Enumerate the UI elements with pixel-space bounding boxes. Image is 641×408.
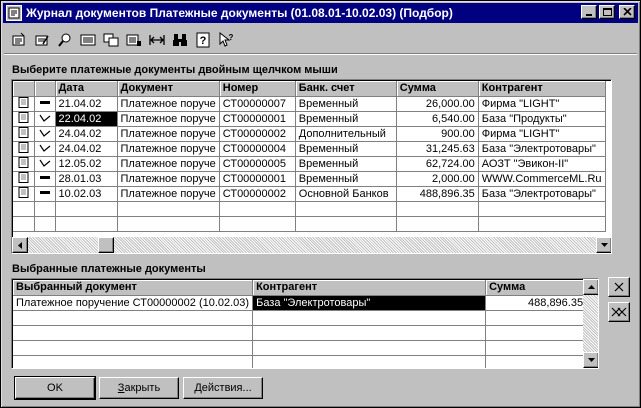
- cell-date: 22.04.02: [55, 111, 117, 126]
- table-row[interactable]: [13, 171, 605, 186]
- cell-sel-sum: 488,896.35: [486, 295, 587, 310]
- cell-mark: [13, 111, 34, 126]
- window-title: Журнал документов Платежные документы (01.08.01-10.02.03) (Подбор): [26, 6, 453, 20]
- binoculars-icon: [172, 32, 188, 48]
- cell-account: [295, 201, 396, 216]
- cell-date: 12.05.02: [55, 156, 117, 171]
- cell-document: Платежное поруче: [117, 126, 219, 141]
- cell-number: СТ00000004: [219, 141, 295, 156]
- table-row[interactable]: [13, 355, 587, 369]
- cell-sum: 6,540.00: [396, 111, 478, 126]
- document-icon: [18, 112, 29, 123]
- minimize-icon: [585, 8, 594, 16]
- table-row[interactable]: [13, 201, 605, 216]
- cell-sum: 62,724.00: [396, 156, 478, 171]
- cell-account: Временный: [295, 96, 396, 111]
- cell-date: [55, 201, 117, 216]
- close-icon: [623, 8, 632, 16]
- cell-document: Платежное поруче: [117, 186, 219, 201]
- ok-button[interactable]: OK: [15, 377, 95, 399]
- cell-status: [34, 141, 55, 156]
- cell-contractor: [478, 201, 605, 216]
- cell-contractor: АОЗТ "Эвикон-II": [478, 156, 605, 171]
- range-icon: [149, 32, 165, 48]
- col-selected-doc[interactable]: Выбранный документ: [13, 280, 253, 295]
- range-button[interactable]: [147, 30, 167, 50]
- svg-text:?: ?: [228, 33, 234, 42]
- cell-document: Платежное поруче: [117, 96, 219, 111]
- double-cross-icon: [611, 307, 627, 317]
- posted-check-icon: [38, 142, 52, 153]
- arrow-down-icon: [588, 358, 595, 362]
- top-hscroll-thumb[interactable]: [98, 237, 114, 253]
- cell-status: [34, 96, 55, 111]
- edit-doc-icon: [34, 32, 50, 48]
- minimize-button[interactable]: [581, 5, 597, 19]
- bottom-scroll-up-button[interactable]: [583, 279, 599, 295]
- close-button-label-rest: акрыть: [124, 382, 161, 394]
- cell-status: [34, 201, 55, 216]
- remove-all-button[interactable]: [608, 302, 630, 322]
- top-horizontal-scrollbar[interactable]: [28, 237, 596, 253]
- toolbar-separator: [4, 53, 637, 55]
- table-row[interactable]: [13, 111, 605, 126]
- cell-selected-doc: [13, 310, 253, 325]
- document-icon: [18, 142, 29, 153]
- table-row[interactable]: [13, 96, 605, 111]
- cell-contractor: База "Электротовары": [478, 141, 605, 156]
- cell-mark: [13, 171, 34, 186]
- cell-account: Временный: [295, 171, 396, 186]
- cell-sel-sum: [486, 325, 587, 340]
- edit-doc-button[interactable]: [32, 30, 52, 50]
- payment-docs-table: [13, 81, 606, 232]
- cell-selected-doc: [13, 340, 253, 355]
- cell-selected-doc: Платежное поручение СТ00000002 (10.02.03): [13, 295, 253, 310]
- cell-sel-contractor: [253, 310, 486, 325]
- cell-contractor: Фирма "LIGHT": [478, 126, 605, 141]
- cell-number: СТ00000001: [219, 171, 295, 186]
- cell-number: СТ00000002: [219, 186, 295, 201]
- cell-document: Платежное поруче: [117, 141, 219, 156]
- cell-sel-contractor: [253, 355, 486, 369]
- table-row[interactable]: [13, 141, 605, 156]
- close-window-button[interactable]: [619, 5, 635, 19]
- unposted-dash-icon: [38, 97, 52, 108]
- document-icon: [18, 172, 29, 183]
- table-row[interactable]: [13, 126, 605, 141]
- cell-date: [55, 216, 117, 231]
- cross-icon: [614, 282, 624, 292]
- cell-sum: 488,896.35: [396, 186, 478, 201]
- cell-mark: [13, 201, 34, 216]
- cell-date: 28.01.03: [55, 171, 117, 186]
- cell-mark: [13, 216, 34, 231]
- top-scroll-left-button[interactable]: [12, 237, 28, 253]
- cell-document: [117, 216, 219, 231]
- col-document[interactable]: Документ: [117, 81, 219, 96]
- cell-account: [295, 216, 396, 231]
- cell-number: СТ00000005: [219, 156, 295, 171]
- arrow-down-icon: [601, 243, 608, 247]
- top-scroll-down-button[interactable]: [596, 237, 612, 253]
- cell-selected-doc: [13, 355, 253, 369]
- cell-sel-sum: [486, 310, 587, 325]
- cell-selected-doc: [13, 325, 253, 340]
- find-icon: [57, 32, 73, 48]
- col-sel-contractor[interactable]: Контрагент: [253, 280, 486, 295]
- cell-account: Основной Банков: [295, 186, 396, 201]
- col-date[interactable]: Дата: [55, 81, 117, 96]
- toolbar: [9, 29, 236, 51]
- bottom-scroll-down-button[interactable]: [583, 352, 599, 368]
- cell-number: [219, 216, 295, 231]
- pointer-help-icon: [218, 32, 234, 48]
- col-sel-sum[interactable]: Сумма: [486, 280, 587, 295]
- binoculars-button[interactable]: [170, 30, 190, 50]
- cell-contractor: База "Электротовары": [478, 186, 605, 201]
- table-row[interactable]: [13, 310, 587, 325]
- remove-one-button[interactable]: [608, 277, 630, 297]
- cell-contractor: Фирма "LIGHT": [478, 96, 605, 111]
- new-doc-button[interactable]: [9, 30, 29, 50]
- cell-mark: [13, 186, 34, 201]
- document-icon: [18, 187, 29, 198]
- selected-docs-grid[interactable]: [11, 278, 599, 369]
- maximize-button[interactable]: [599, 5, 615, 19]
- cell-status: [34, 126, 55, 141]
- table-header: [13, 280, 587, 295]
- cell-mark: [13, 96, 34, 111]
- maximize-icon: [603, 8, 612, 16]
- cell-status: [34, 186, 55, 201]
- document-icon: [18, 157, 29, 168]
- unposted-dash-icon: [38, 172, 52, 183]
- cell-status: [34, 156, 55, 171]
- title-bar[interactable]: [3, 3, 638, 23]
- arrow-left-icon: [18, 242, 22, 249]
- posted-check-icon: [38, 112, 52, 123]
- col-account[interactable]: Банк. счет: [295, 81, 396, 96]
- bottom-vertical-scrollbar[interactable]: [583, 295, 599, 353]
- cell-account: Временный: [295, 111, 396, 126]
- help-icon: [195, 32, 211, 48]
- cell-document: [117, 201, 219, 216]
- cell-sel-contractor: [253, 340, 486, 355]
- cell-sel-contractor: База "Электротовары": [253, 295, 486, 310]
- document-icon: [18, 127, 29, 138]
- col-number[interactable]: Номер: [219, 81, 295, 96]
- cell-document: Платежное поруче: [117, 111, 219, 126]
- copy-icon: [103, 32, 119, 48]
- cell-number: СТ00000001: [219, 111, 295, 126]
- copy-button[interactable]: [101, 30, 121, 50]
- table-row[interactable]: [13, 325, 587, 340]
- posted-check-icon: [38, 157, 52, 168]
- top-group-label: Выберите платежные документы двойным щелчком мыши: [12, 64, 338, 76]
- cell-document: Платежное поруче: [117, 171, 219, 186]
- posted-check-icon: [38, 127, 52, 138]
- cell-date: 21.04.02: [55, 96, 117, 111]
- table-row[interactable]: [13, 340, 587, 355]
- cell-sum: [396, 201, 478, 216]
- view-icon: [80, 32, 96, 48]
- cell-status: [34, 216, 55, 231]
- cell-sel-sum: [486, 355, 587, 369]
- col-mark[interactable]: [13, 81, 34, 96]
- col-sum[interactable]: Сумма: [396, 81, 478, 96]
- cell-number: СТ00000002: [219, 126, 295, 141]
- document-icon: [18, 97, 29, 108]
- cell-date: 24.04.02: [55, 141, 117, 156]
- cell-sum: 26,000.00: [396, 96, 478, 111]
- app-icon[interactable]: [6, 5, 22, 21]
- cell-sum: 2,000.00: [396, 171, 478, 186]
- cell-sel-contractor: [253, 325, 486, 340]
- svg-text:?: ?: [199, 35, 207, 47]
- cell-account: Временный: [295, 156, 396, 171]
- cell-document: Платежное поруче: [117, 156, 219, 171]
- cell-contractor: WWW.CommerceML.Ru: [478, 171, 605, 186]
- cell-mark: [13, 126, 34, 141]
- cell-number: [219, 201, 295, 216]
- table-row[interactable]: [13, 156, 605, 171]
- table-row[interactable]: [13, 216, 605, 231]
- view-button[interactable]: [78, 30, 98, 50]
- cell-status: [34, 111, 55, 126]
- cell-contractor: [478, 216, 605, 231]
- help-button[interactable]: [193, 30, 213, 50]
- cell-number: СТ00000007: [219, 96, 295, 111]
- close-button[interactable]: [99, 377, 179, 399]
- cell-sum: [396, 216, 478, 231]
- new-doc-icon: [11, 32, 27, 48]
- arrow-up-icon: [588, 285, 595, 289]
- cell-date: 24.04.02: [55, 126, 117, 141]
- pointer-help-button[interactable]: [216, 30, 236, 50]
- find-button[interactable]: [55, 30, 75, 50]
- unposted-dash-icon: [38, 187, 52, 198]
- actions-button[interactable]: Действия...: [183, 377, 263, 399]
- cell-date: 10.02.03: [55, 186, 117, 201]
- cell-mark: [13, 156, 34, 171]
- table-header: [13, 81, 605, 96]
- selected-docs-table: [13, 280, 587, 369]
- cell-contractor: База "Продукты": [478, 111, 605, 126]
- close-button-hotkey: З: [117, 382, 125, 394]
- interval-button[interactable]: [124, 30, 144, 50]
- cell-account: Временный: [295, 141, 396, 156]
- table-row[interactable]: [13, 186, 605, 201]
- cell-sum: 900.00: [396, 126, 478, 141]
- table-row[interactable]: [13, 295, 587, 310]
- col-status[interactable]: [34, 81, 55, 96]
- col-contractor[interactable]: Контрагент: [478, 81, 605, 96]
- interval-icon: [126, 32, 142, 48]
- cell-mark: [13, 141, 34, 156]
- bottom-group-label: Выбранные платежные документы: [12, 263, 206, 275]
- cell-sel-sum: [486, 340, 587, 355]
- cell-status: [34, 171, 55, 186]
- cell-sum: 31,245.63: [396, 141, 478, 156]
- cell-account: Дополнительный: [295, 126, 396, 141]
- payment-docs-grid[interactable]: [11, 79, 612, 254]
